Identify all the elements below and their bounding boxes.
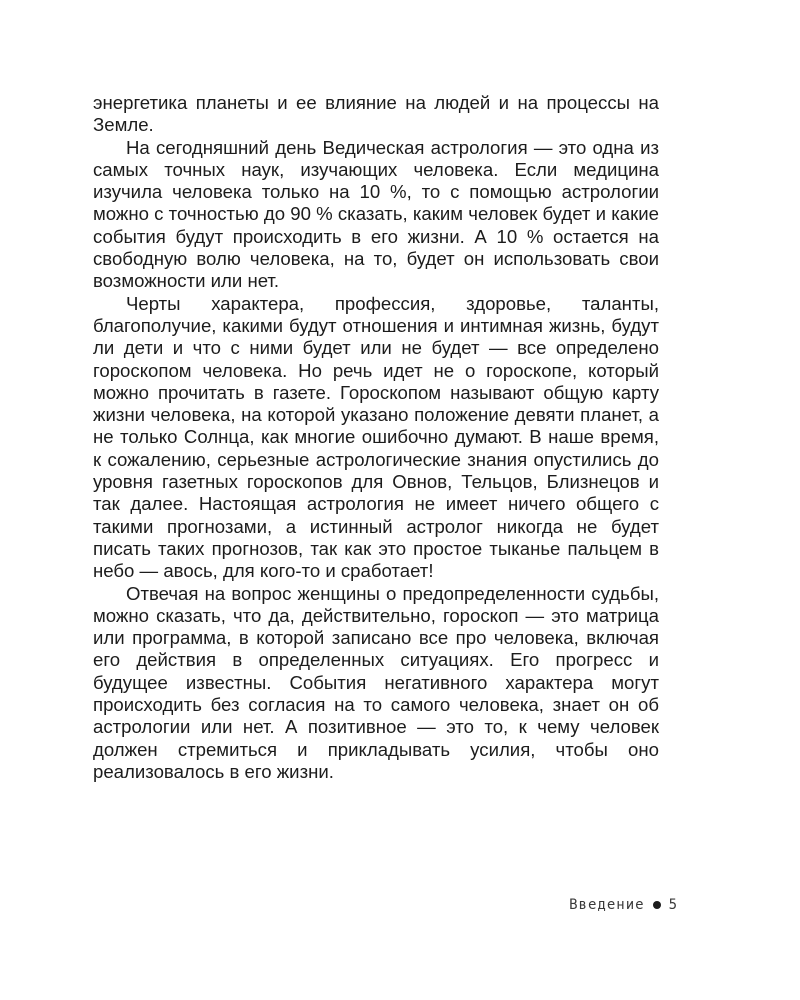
- paragraph-vedic-astrology: На сегодняшний день Ведическая астрология — это одна из самых точных наук, изучающих человека. Если медицина изучила человека только на 10 %, то с помощью астрологии можно с точностью до 90 % сказать, каким человек будет и какие события будут происходить в его жизни. А 10 % остается на свободную волю человека, на то, будет он использовать свои возможности или нет.: [93, 136, 659, 292]
- paragraph-continuation: энергетика планеты и ее влияние на людей и на процессы на Земле.: [93, 92, 659, 136]
- bullet-icon: [653, 901, 661, 909]
- page-body-text: [93, 92, 659, 783]
- page-number: 5: [668, 897, 678, 913]
- running-footer: [569, 897, 678, 913]
- paragraph-character-traits: Черты характера, профессия, здоровье, таланты, благополучие, какими будут отношения и интимная жизнь, будут ли дети и что с ними будет или не будет — все определено гороскопом человека. Но речь идет не о гороскопе, который можно прочитать в газете. Гороскопом называют общую карту жизни человека, на которой указано положение девяти планет, а не только Солнца, как многие ошибочно думают. В наше время, к сожалению, серьезные астрологические знания опустились до уровня газетных гороскопов для Овнов, Тельцов, Близнецов и так далее. Настоящая астрология не имеет ничего общего с такими прогнозами, а истинный астролог никогда не будет писать таких прогнозов, так как это простое тыканье пальцем в небо — авось, для кого-то и сработает!: [93, 292, 659, 582]
- paragraph-predestination: Отвечая на вопрос женщины о предопределенности судьбы, можно сказать, что да, действительно, гороскоп — это матрица или программа, в которой записано все про человека, включая его действия в определенных ситуациях. Его прогресс и будущее известны. События негативного характера могут происходить без согласия на то самого человека, знает он об астрологии или нет. А позитивное — это то, к чему человек должен стремиться и прикладывать усилия, чтобы оно реализовалось в его жизни.: [93, 582, 659, 782]
- footer-section-title: Введение: [569, 897, 645, 913]
